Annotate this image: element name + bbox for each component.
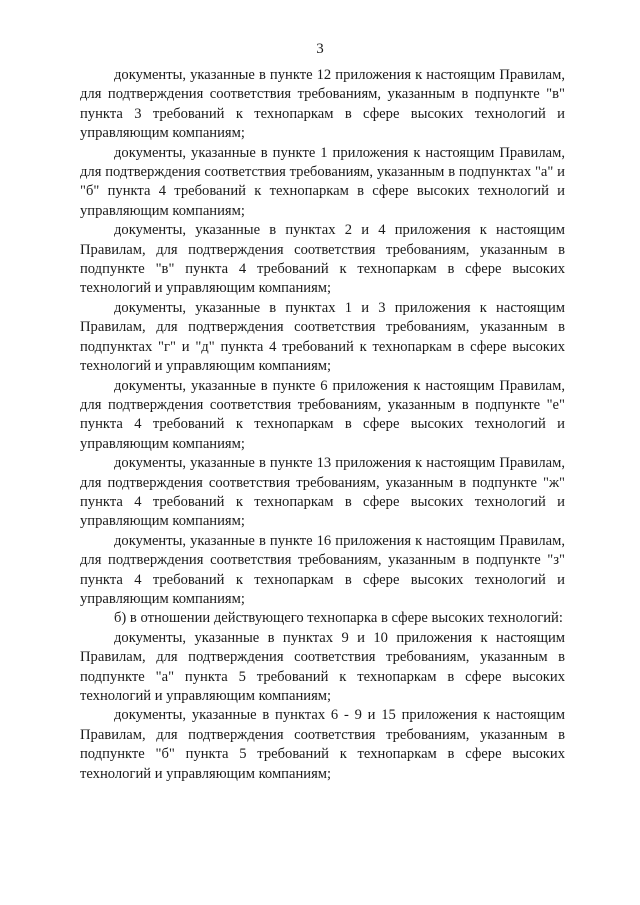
paragraph: документы, указанные в пункте 13 приложения к настоящим Правилам, для подтверждения соответствия требованиям, указанным в подпункте "ж" пункта 4 требований к технопаркам в сфере высоких технологий и управляющим компаниям; bbox=[80, 455, 565, 530]
page-number: 3 bbox=[316, 41, 324, 57]
paragraph: документы, указанные в пункте 1 приложения к настоящим Правилам, для подтверждения соответствия требованиям, указанным в подпунктах "а" и "б" пункта 4 требований к технопаркам в сфере высоких технологий и управляющим компаниям; bbox=[80, 144, 565, 219]
document-body bbox=[80, 66, 565, 784]
paragraph: документы, указанные в пункте 16 приложения к настоящим Правилам, для подтверждения соответствия требованиям, указанным в подпункте "з" пункта 4 требований к технопаркам в сфере высоких технологий и управляющим компаниям; bbox=[80, 532, 565, 607]
paragraph: документы, указанные в пунктах 1 и 3 приложения к настоящим Правилам, для подтверждения соответствия требованиям, указанным в подпунктах "г" и "д" пункта 4 требований к технопаркам в сфере высоких технологий и управляющим компаниям; bbox=[80, 299, 565, 375]
paragraph: документы, указанные в пункте 6 приложения к настоящим Правилам, для подтверждения соответствия требованиям, указанным в подпункте "е" пункта 4 требований к технопаркам в сфере высоких технологий и управляющим компаниям; bbox=[80, 377, 565, 452]
paragraph: документы, указанные в пунктах 6 - 9 и 15 приложения к настоящим Правилам, для подтверждения соответствия требованиям, указанным в подпункте "б" пункта 5 требований к технопаркам в сфере высоких технологий и управляющим компаниям; bbox=[80, 707, 565, 782]
paragraph: документы, указанные в пунктах 2 и 4 приложения к настоящим Правилам, для подтверждения соответствия требованиям, указанным в подпункте "в" пункта 4 требований к технопаркам в сфере высоких технологий и управляющим компаниям; bbox=[80, 222, 565, 297]
paragraph: документы, указанные в пунктах 9 и 10 приложения к настоящим Правилам, для подтверждения соответствия требованиям, указанным в подпункте "а" пункта 5 требований к технопаркам в сфере высоких технологий и управляющим компаниям; bbox=[80, 629, 565, 704]
subsection-heading: б) в отношении действующего технопарка в сфере высоких технологий: bbox=[114, 610, 563, 627]
paragraph: документы, указанные в пункте 12 приложения к настоящим Правилам, для подтверждения соответствия требованиям, указанным в подпункте "в" пункта 3 требований к технопаркам в сфере высоких технологий и управляющим компаниям; bbox=[80, 67, 565, 142]
